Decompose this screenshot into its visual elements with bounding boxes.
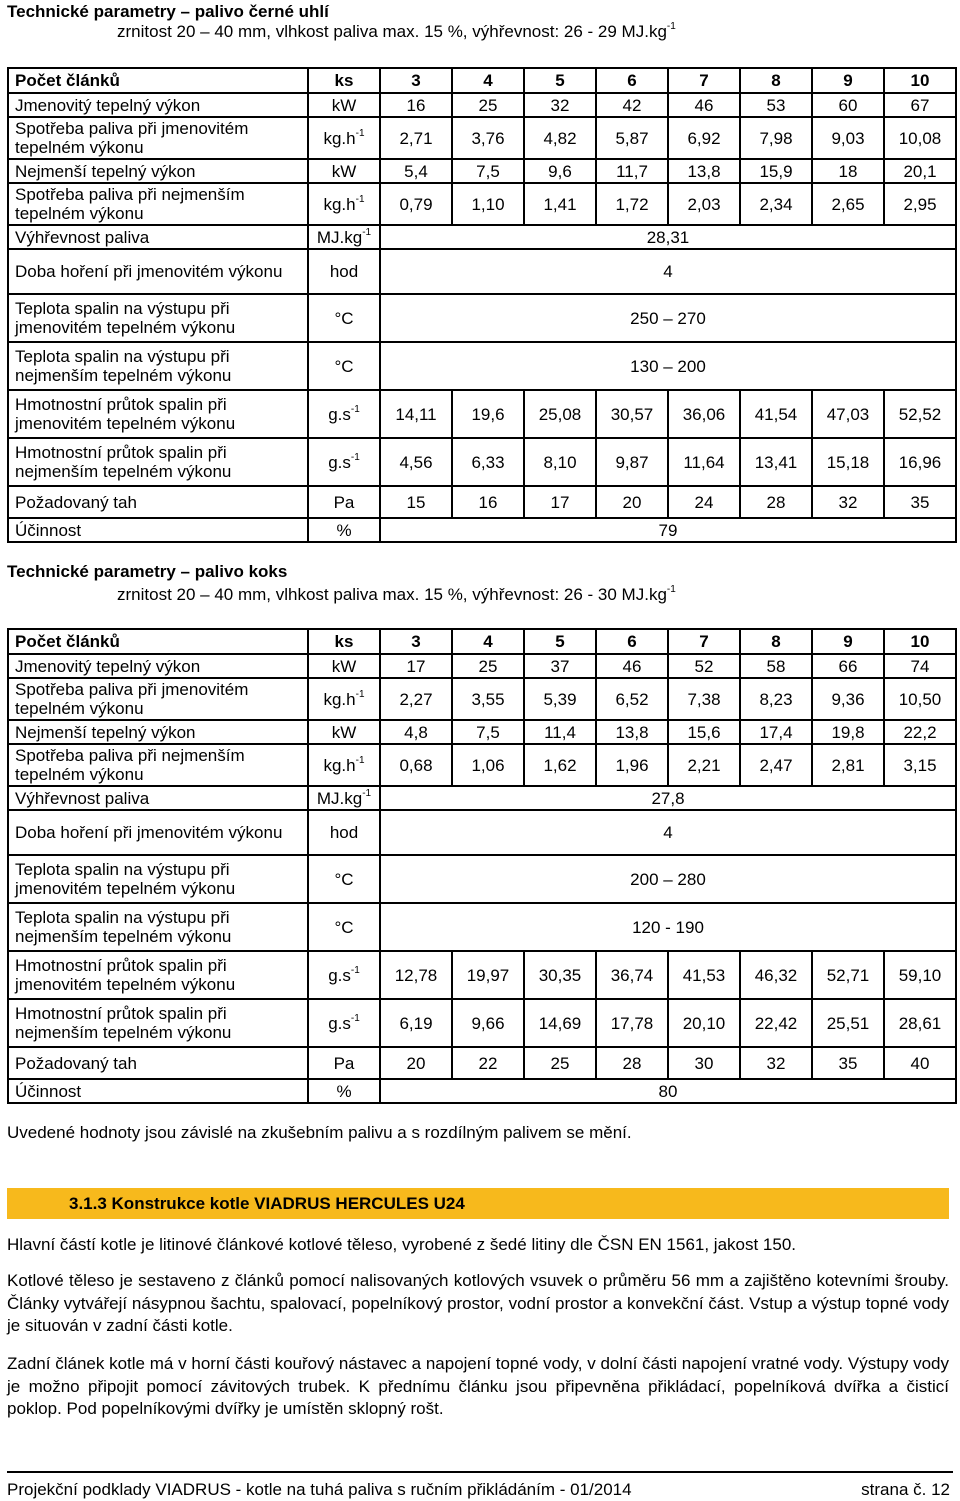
row-label: Jmenovitý tepelný výkon	[8, 93, 308, 117]
row-value-common: 4	[380, 249, 956, 294]
row-label: Spotřeba paliva při jmenovitém tepelném výkonu	[8, 117, 308, 159]
row-unit: Pa	[308, 486, 380, 518]
row-value: 41,54	[740, 390, 812, 438]
header-count: 10	[884, 68, 956, 93]
row-value: 2,71	[380, 117, 452, 159]
table-row	[8, 855, 956, 903]
table-row	[8, 903, 956, 951]
table-header-row	[8, 68, 956, 93]
row-value: 11,7	[596, 159, 668, 183]
header-count: 7	[668, 629, 740, 654]
row-value: 2,21	[668, 744, 740, 786]
row-label: Výhřevnost paliva	[8, 786, 308, 810]
row-value-common: 4	[380, 810, 956, 855]
row-value-common: 27,8	[380, 786, 956, 810]
row-value: 0,79	[380, 183, 452, 225]
row-value: 46,32	[740, 951, 812, 999]
row-value: 15,9	[740, 159, 812, 183]
row-label: Doba hoření při jmenovitém výkonu	[8, 810, 308, 855]
row-value: 10,50	[884, 678, 956, 720]
table-row	[8, 486, 956, 518]
row-unit: hod	[308, 249, 380, 294]
row-value-common: 130 – 200	[380, 342, 956, 390]
row-value: 66	[812, 654, 884, 678]
header-count: 8	[740, 68, 812, 93]
row-unit: $g.s^{-1}$	[308, 999, 380, 1047]
row-value: 46	[596, 654, 668, 678]
paragraph-3: Zadní článek kotle má v horní části kouřový nástavec a napojení topné vody, v dolní části napojení vratné vody. Výstupy vody je možno připojit pomocí závitových trubek. K přednímu článku jsou připevněna přikládací, popelníková dvířka a čisticí poklop. Pod popelníkovými dvířky je umístěn sklopný rošt.	[7, 1354, 949, 1418]
header-label: Počet článků	[8, 68, 308, 93]
row-value: 16	[452, 486, 524, 518]
header-count: 4	[452, 629, 524, 654]
table-row	[8, 342, 956, 390]
header-unit: ks	[308, 68, 380, 93]
row-unit: kW	[308, 654, 380, 678]
row-value: 11,4	[524, 720, 596, 744]
row-value: 17	[380, 654, 452, 678]
row-value: 9,66	[452, 999, 524, 1047]
row-value: 28	[740, 486, 812, 518]
row-value: 6,52	[596, 678, 668, 720]
row-value-common: 28,31	[380, 225, 956, 249]
table-row	[8, 720, 956, 744]
row-label: Doba hoření při jmenovitém výkonu	[8, 249, 308, 294]
row-value: 59,10	[884, 951, 956, 999]
row-value: 20,10	[668, 999, 740, 1047]
table-row	[8, 294, 956, 342]
row-value: 8,23	[740, 678, 812, 720]
row-value: 42	[596, 93, 668, 117]
row-value: 9,03	[812, 117, 884, 159]
row-value: 2,95	[884, 183, 956, 225]
row-value: 6,92	[668, 117, 740, 159]
table-row	[8, 390, 956, 438]
row-value: 24	[668, 486, 740, 518]
row-value: 22,42	[740, 999, 812, 1047]
row-value: 11,64	[668, 438, 740, 486]
header-count: 5	[524, 629, 596, 654]
row-label: Teplota spalin na výstupu při nejmenším tepelném výkonu	[8, 903, 308, 951]
row-value-common: 250 – 270	[380, 294, 956, 342]
table-row	[8, 810, 956, 855]
header-count: 3	[380, 68, 452, 93]
table-row	[8, 93, 956, 117]
section2-title: Technické parametry – palivo koks	[7, 562, 288, 581]
row-value: 25	[524, 1047, 596, 1079]
row-value: 0,68	[380, 744, 452, 786]
header-count: 5	[524, 68, 596, 93]
table-row	[8, 678, 956, 720]
row-value: 32	[812, 486, 884, 518]
row-unit: $g.s^{-1}$	[308, 951, 380, 999]
row-value: 2,81	[812, 744, 884, 786]
row-value: 8,10	[524, 438, 596, 486]
table-header-row	[8, 629, 956, 654]
row-value: 14,11	[380, 390, 452, 438]
row-value: 10,08	[884, 117, 956, 159]
row-value: 67	[884, 93, 956, 117]
header-count: 6	[596, 629, 668, 654]
row-label: Nejmenší tepelný výkon	[8, 720, 308, 744]
paragraph-1: Hlavní částí kotle je litinové článkové kotlové těleso, vyrobené z šedé litiny dle ČSN EN 1561, jakost 150.	[7, 1235, 797, 1254]
row-value: 19,6	[452, 390, 524, 438]
row-label: Jmenovitý tepelný výkon	[8, 654, 308, 678]
row-value: 25	[452, 93, 524, 117]
row-label: Účinnost	[8, 1079, 308, 1103]
table-row	[8, 225, 956, 249]
row-value: 35	[884, 486, 956, 518]
header-count: 7	[668, 68, 740, 93]
row-value: 6,33	[452, 438, 524, 486]
note-text: Uvedené hodnoty jsou závislé na zkušebním palivu a s rozdílným palivem se mění.	[7, 1123, 632, 1142]
header-count: 6	[596, 68, 668, 93]
row-value: 19,8	[812, 720, 884, 744]
row-value: 46	[668, 93, 740, 117]
footer-document-title: Projekční podklady VIADRUS - kotle na tuhá paliva s ručním přikládáním - 01/2014	[7, 1480, 632, 1499]
row-value: 36,06	[668, 390, 740, 438]
header-count: 9	[812, 629, 884, 654]
row-value: 7,5	[452, 720, 524, 744]
row-unit: %	[308, 1079, 380, 1103]
row-value: 4,82	[524, 117, 596, 159]
row-value: 12,78	[380, 951, 452, 999]
header-count: 8	[740, 629, 812, 654]
row-label: Výhřevnost paliva	[8, 225, 308, 249]
row-value: 52,71	[812, 951, 884, 999]
row-value: 1,72	[596, 183, 668, 225]
row-value: 13,8	[596, 720, 668, 744]
row-value: 18	[812, 159, 884, 183]
table-coke	[7, 628, 957, 1104]
row-value: 40	[884, 1047, 956, 1079]
row-value: 3,76	[452, 117, 524, 159]
table-row	[8, 1047, 956, 1079]
row-value: 52	[668, 654, 740, 678]
row-value: 19,97	[452, 951, 524, 999]
row-value: 20	[596, 486, 668, 518]
row-value: 2,03	[668, 183, 740, 225]
row-value: 2,34	[740, 183, 812, 225]
row-unit: $kg.h^{-1}$	[308, 117, 380, 159]
row-value: 74	[884, 654, 956, 678]
row-label: Účinnost	[8, 518, 308, 542]
row-value: 1,96	[596, 744, 668, 786]
row-value: 9,36	[812, 678, 884, 720]
row-value: 16,96	[884, 438, 956, 486]
header-label: Počet článků	[8, 629, 308, 654]
row-value-common: 79	[380, 518, 956, 542]
row-value: 6,19	[380, 999, 452, 1047]
row-value: 28	[596, 1047, 668, 1079]
row-value: 25,08	[524, 390, 596, 438]
section1-title: Technické parametry – palivo černé uhlí	[7, 2, 329, 21]
row-value: 36,74	[596, 951, 668, 999]
row-label: Teplota spalin na výstupu při jmenovitém tepelném výkonu	[8, 855, 308, 903]
row-value: 13,8	[668, 159, 740, 183]
header-count: 4	[452, 68, 524, 93]
row-value: 2,65	[812, 183, 884, 225]
row-value: 28,61	[884, 999, 956, 1047]
row-label: Teplota spalin na výstupu při nejmenším tepelném výkonu	[8, 342, 308, 390]
row-value: 37	[524, 654, 596, 678]
row-unit: $MJ.kg^{-1}$	[308, 225, 380, 249]
row-label: Teplota spalin na výstupu při jmenovitém tepelném výkonu	[8, 294, 308, 342]
row-unit: $g.s^{-1}$	[308, 438, 380, 486]
table-row	[8, 951, 956, 999]
row-value: 17	[524, 486, 596, 518]
section1-subtitle: zrnitost 20 – 40 mm, vlhkost paliva max. 15 %, výhřevnost: 26 - 29 $MJ.kg^{-1}$	[117, 21, 676, 41]
section-heading: 3.1.3 Konstrukce kotle VIADRUS HERCULES U24	[69, 1194, 465, 1213]
row-value: 14,69	[524, 999, 596, 1047]
row-value: 25,51	[812, 999, 884, 1047]
row-unit: kW	[308, 720, 380, 744]
row-label: Hmotnostní průtok spalin při jmenovitém tepelném výkonu	[8, 390, 308, 438]
row-value: 5,87	[596, 117, 668, 159]
row-value: 17,4	[740, 720, 812, 744]
row-value: 13,41	[740, 438, 812, 486]
table-coal	[7, 67, 957, 543]
row-label: Hmotnostní průtok spalin při nejmenším tepelném výkonu	[8, 438, 308, 486]
row-value: 2,27	[380, 678, 452, 720]
row-value: 4,56	[380, 438, 452, 486]
row-value: 15,6	[668, 720, 740, 744]
row-value: 17,78	[596, 999, 668, 1047]
table-row	[8, 654, 956, 678]
row-label: Požadovaný tah	[8, 486, 308, 518]
header-count: 9	[812, 68, 884, 93]
footer-divider	[7, 1471, 953, 1473]
row-value: 30	[668, 1047, 740, 1079]
row-value: 5,39	[524, 678, 596, 720]
row-value: 7,5	[452, 159, 524, 183]
row-label: Nejmenší tepelný výkon	[8, 159, 308, 183]
row-unit: %	[308, 518, 380, 542]
row-value: 60	[812, 93, 884, 117]
row-value-common: 200 – 280	[380, 855, 956, 903]
header-count: 3	[380, 629, 452, 654]
header-unit: ks	[308, 629, 380, 654]
row-unit: $kg.h^{-1}$	[308, 183, 380, 225]
row-value: 32	[740, 1047, 812, 1079]
row-unit: Pa	[308, 1047, 380, 1079]
row-label: Spotřeba paliva při jmenovitém tepelném výkonu	[8, 678, 308, 720]
footer-page-number: strana č. 12	[861, 1480, 950, 1499]
row-label: Spotřeba paliva při nejmenším tepelném výkonu	[8, 183, 308, 225]
row-value: 7,98	[740, 117, 812, 159]
header-count: 10	[884, 629, 956, 654]
row-value: 3,55	[452, 678, 524, 720]
row-value: 32	[524, 93, 596, 117]
row-value: 41,53	[668, 951, 740, 999]
row-value: 15	[380, 486, 452, 518]
row-value-common: 80	[380, 1079, 956, 1103]
row-value: 25	[452, 654, 524, 678]
row-value: 15,18	[812, 438, 884, 486]
section2-subtitle: zrnitost 20 – 40 mm, vlhkost paliva max. 15 %, výhřevnost: 26 - 30 $MJ.kg^{-1}$	[117, 584, 676, 604]
row-value: 22	[452, 1047, 524, 1079]
table-row	[8, 999, 956, 1047]
row-value: 7,38	[668, 678, 740, 720]
row-unit: °C	[308, 855, 380, 903]
table-row	[8, 159, 956, 183]
table-row	[8, 117, 956, 159]
row-value: 30,57	[596, 390, 668, 438]
table-row	[8, 744, 956, 786]
table-row	[8, 249, 956, 294]
row-value: 30,35	[524, 951, 596, 999]
row-value: 22,2	[884, 720, 956, 744]
row-value: 3,15	[884, 744, 956, 786]
row-unit: hod	[308, 810, 380, 855]
row-unit: $MJ.kg^{-1}$	[308, 786, 380, 810]
row-value: 20,1	[884, 159, 956, 183]
row-unit: °C	[308, 903, 380, 951]
row-value: 35	[812, 1047, 884, 1079]
row-value-common: 120 - 190	[380, 903, 956, 951]
row-unit: kW	[308, 93, 380, 117]
row-unit: $g.s^{-1}$	[308, 390, 380, 438]
row-value: 58	[740, 654, 812, 678]
row-label: Spotřeba paliva při nejmenším tepelném výkonu	[8, 744, 308, 786]
table-row	[8, 438, 956, 486]
row-value: 1,41	[524, 183, 596, 225]
row-unit: $kg.h^{-1}$	[308, 744, 380, 786]
row-unit: °C	[308, 294, 380, 342]
row-value: 4,8	[380, 720, 452, 744]
row-value: 20	[380, 1047, 452, 1079]
row-value: 53	[740, 93, 812, 117]
row-value: 52,52	[884, 390, 956, 438]
row-value: 16	[380, 93, 452, 117]
table-row	[8, 786, 956, 810]
row-value: 1,62	[524, 744, 596, 786]
row-value: 2,47	[740, 744, 812, 786]
row-unit: $kg.h^{-1}$	[308, 678, 380, 720]
row-label: Hmotnostní průtok spalin při jmenovitém tepelném výkonu	[8, 951, 308, 999]
table-row	[8, 1079, 956, 1103]
row-unit: kW	[308, 159, 380, 183]
row-value: 47,03	[812, 390, 884, 438]
row-value: 9,87	[596, 438, 668, 486]
paragraph-2: Kotlové těleso je sestaveno z článků pomocí nalisovaných kotlových vsuvek o průměru 56 mm a zajištěno kotevními šrouby. Články vytvářejí násypnou šachtu, spalovací, popelníkový prostor, vodní prostor a konvekční část. Vstup a výstup topné vody je situován v zadní části kotle.	[7, 1271, 949, 1335]
row-value: 5,4	[380, 159, 452, 183]
row-value: 9,6	[524, 159, 596, 183]
row-value: 1,10	[452, 183, 524, 225]
table-row	[8, 183, 956, 225]
row-label: Požadovaný tah	[8, 1047, 308, 1079]
row-label: Hmotnostní průtok spalin při nejmenším tepelném výkonu	[8, 999, 308, 1047]
row-unit: °C	[308, 342, 380, 390]
row-value: 1,06	[452, 744, 524, 786]
table-row	[8, 518, 956, 542]
